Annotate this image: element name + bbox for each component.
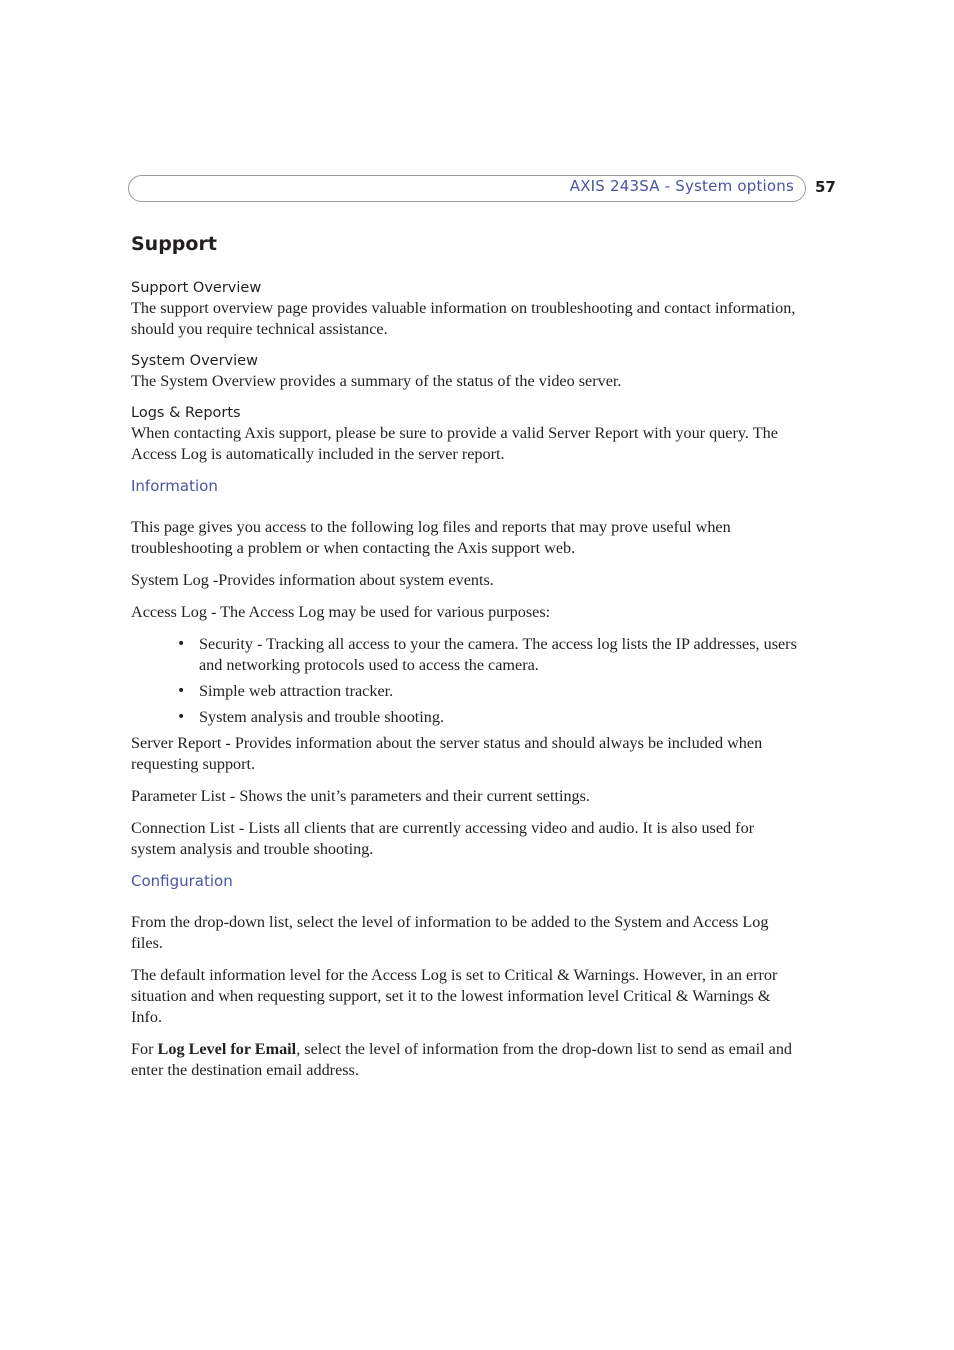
list-item: • System analysis and trouble shooting. [131, 707, 801, 728]
system-log-text: System Log -Provides information about system events. [131, 571, 494, 589]
support-overview-text: The support overview page provides valuable information on troubleshooting and contact information, should you require technical assistance. [131, 299, 796, 338]
configuration-para-1: From the drop-down list, select the level of information to be added to the System and Access Log files. [131, 913, 769, 952]
support-overview-section [131, 278, 801, 340]
page-number: 57 [815, 178, 836, 196]
running-header-title: AXIS 243SA - System options [569, 177, 794, 195]
information-intro: This page gives you access to the following log files and reports that may prove useful when troubleshooting a problem or when contacting the Axis support web. [131, 518, 731, 557]
configuration-para-3 [131, 1039, 801, 1081]
list-item: • Security - Tracking all access to your the camera. The access log lists the IP addresses, users and networking protocols used to access the camera. [131, 634, 801, 676]
section-title: Support [131, 233, 217, 255]
connection-list-text: Connection List - Lists all clients that are currently accessing video and audio. It is also used for system analysis and trouble shooting. [131, 819, 755, 858]
logs-reports-text: When contacting Axis support, please be sure to provide a valid Server Report with your query. The Access Log is automatically included in the server report. [131, 424, 778, 463]
parameter-list-text: Parameter List - Shows the unit’s parameters and their current settings. [131, 787, 590, 805]
information-heading: Information [131, 477, 218, 495]
access-log-text: Access Log - The Access Log may be used for various purposes: [131, 603, 551, 621]
system-overview-section [131, 351, 801, 392]
log-level-email-term: Log Level for Email [157, 1040, 297, 1058]
system-overview-text: The System Overview provides a summary of the status of the video server. [131, 372, 622, 390]
server-report-text: Server Report - Provides information about the server status and should always be included when requesting support. [131, 734, 763, 773]
configuration-heading: Configuration [131, 872, 233, 890]
system-overview-heading: System Overview [131, 353, 258, 369]
page-content [131, 230, 801, 1092]
para3-suffix: , select the level of information from the drop-down list to send as email and enter the destination email address. [131, 1040, 793, 1079]
list-item: • Simple web attraction tracker. [131, 681, 801, 702]
logs-reports-heading: Logs & Reports [131, 405, 241, 421]
para3-prefix: For [131, 1040, 158, 1058]
support-overview-heading: Support Overview [131, 280, 262, 296]
logs-reports-section [131, 403, 801, 465]
configuration-para-2: The default information level for the Access Log is set to Critical & Warnings. However, in an error situation and when requesting support, set it to the lowest information level Critical & Warnings & Info. [131, 966, 778, 1026]
access-log-uses-list [131, 634, 801, 728]
